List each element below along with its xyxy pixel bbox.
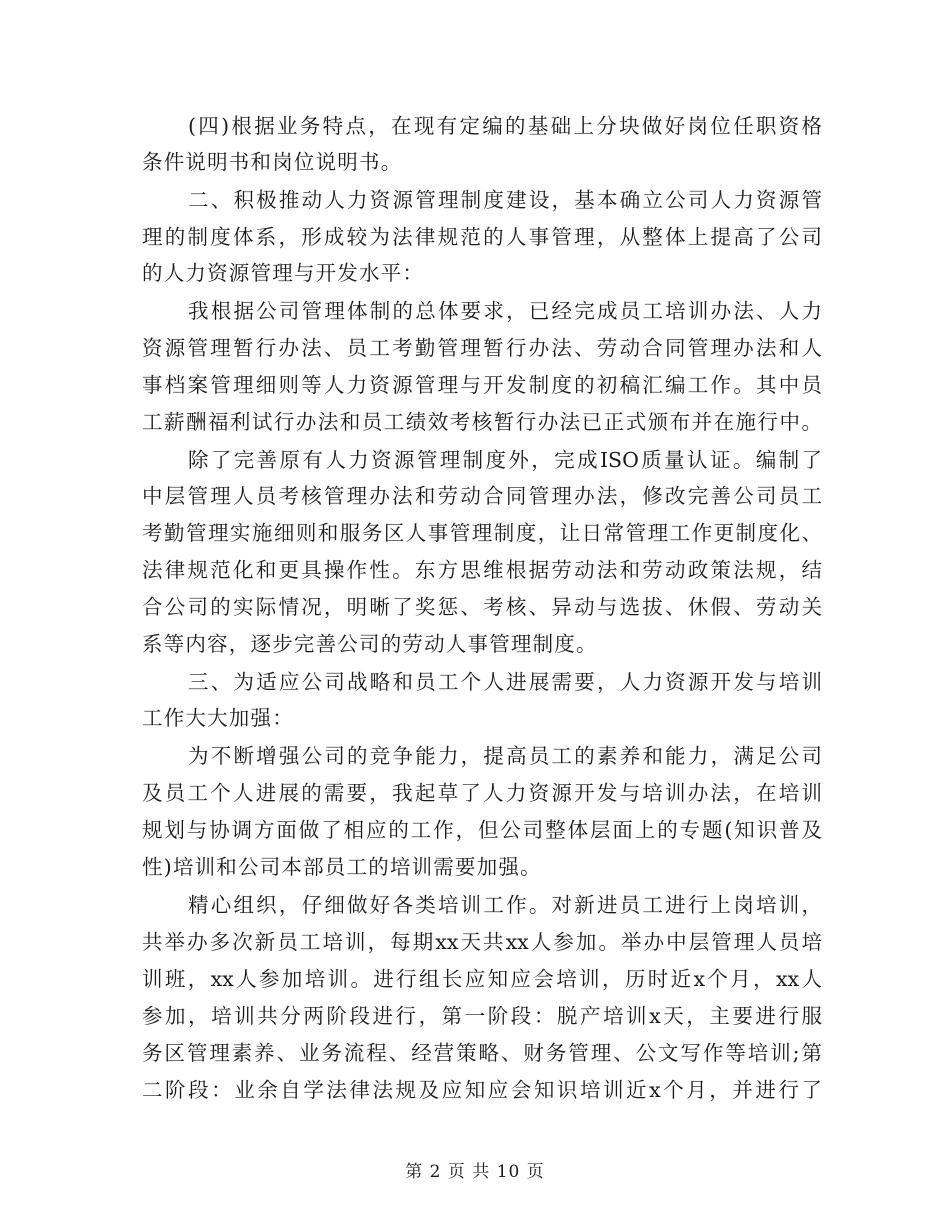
paragraph-line: 二阶段：业余自学法律法规及应知应会知识培训近x个月，并进行了 <box>142 1078 822 1102</box>
paragraph-line: 的人力资源管理与开发水平： <box>142 261 425 285</box>
page-number-footer: 第 2 页 共 10 页 <box>405 1162 545 1182</box>
paragraph-line: 性)培训和公司本部员工的培训需要加强。 <box>142 855 542 879</box>
paragraph-line: 除了完善原有人力资源管理制度外，完成ISO质量认证。编制了 <box>188 448 822 472</box>
paragraph-line: 考勤管理实施细则和服务区人事管理制度，让日常管理工作更制度化、 <box>142 521 822 545</box>
paragraph-line: 系等内容，逐步完善公司的劳动人事管理制度。 <box>142 632 598 656</box>
paragraph-line: 参加，培训共分两阶段进行，第一阶段：脱产培训x天，主要进行服 <box>142 1004 822 1028</box>
paragraph-line: 为不断增强公司的竞争能力，提高员工的素养和能力，满足公司 <box>188 744 822 768</box>
paragraph-line: 工作大大加强： <box>142 706 294 730</box>
paragraph-line: 理的制度体系，形成较为法律规范的人事管理，从整体上提高了公司 <box>142 225 822 249</box>
paragraph-line: 工薪酬福利试行办法和员工绩效考核暂行办法已正式颁布并在施行中。 <box>142 410 822 434</box>
paragraph-line: 务区管理素养、业务流程、经营策略、财务管理、公文写作等培训;第 <box>142 1041 822 1065</box>
paragraph-line: 条件说明书和岗位说明书。 <box>142 150 403 174</box>
paragraph-line: (四)根据业务特点，在现有定编的基础上分块做好岗位任职资格 <box>188 114 822 138</box>
paragraph-line: 共举办多次新员工培训，每期xx天共xx人参加。举办中层管理人员培 <box>142 930 822 954</box>
paragraph-line: 中层管理人员考核管理办法和劳动合同管理办法，修改完善公司员工 <box>142 484 822 508</box>
paragraph-line: 资源管理暂行办法、员工考勤管理暂行办法、劳动合同管理办法和人 <box>142 336 822 360</box>
paragraph-line: 合公司的实际情况，明晰了奖惩、考核、异动与选拔、休假、劳动关 <box>142 595 822 619</box>
paragraph-line: 三、为适应公司战略和员工个人进展需要，人力资源开发与培训 <box>188 670 822 694</box>
paragraph-line: 二、积极推动人力资源管理制度建设，基本确立公司人力资源管 <box>188 188 822 212</box>
paragraph-line: 训班，xx人参加培训。进行组长应知应会培训，历时近x个月，xx人 <box>142 967 822 991</box>
paragraph-line: 及员工个人进展的需要，我起草了人力资源开发与培训办法，在培训 <box>142 781 822 805</box>
paragraph-line: 事档案管理细则等人力资源管理与开发制度的初稿汇编工作。其中员 <box>142 373 822 397</box>
paragraph-line: 我根据公司管理体制的总体要求，已经完成员工培训办法、人力 <box>188 299 822 323</box>
paragraph-line: 规划与协调方面做了相应的工作，但公司整体层面上的专题(知识普及 <box>142 818 822 842</box>
paragraph-line: 精心组织，仔细做好各类培训工作。对新进员工进行上岗培训， <box>188 893 822 917</box>
paragraph-line: 法律规范化和更具操作性。东方思维根据劳动法和劳动政策法规，结 <box>142 558 822 582</box>
